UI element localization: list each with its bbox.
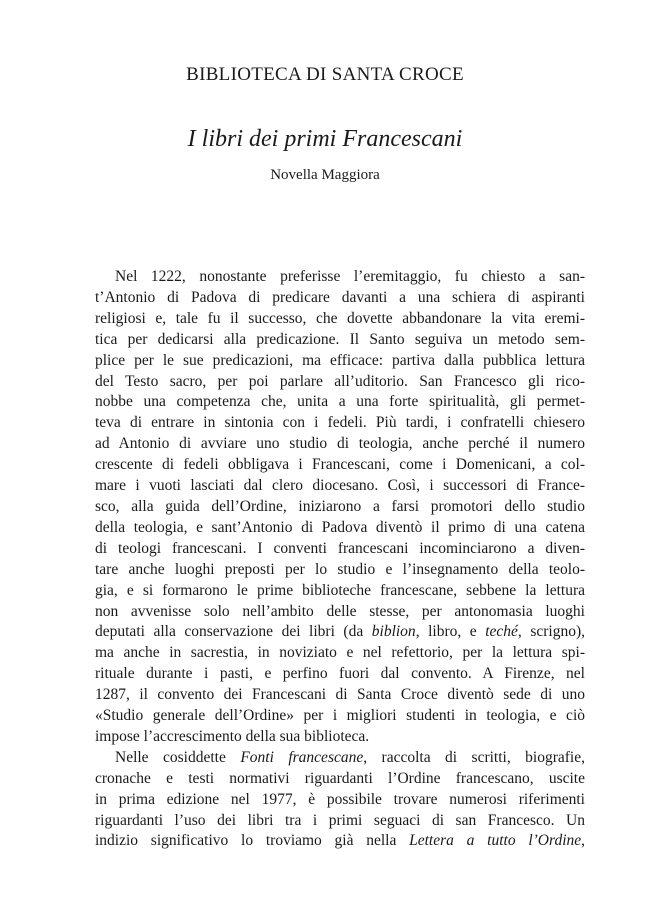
text-segment: Nelle cosiddette [115,748,241,766]
text-line [95,267,585,288]
text-segment: crescente di fedeli obbligava i Francescani, come i Domenicani, a col- [95,456,585,474]
text-line [95,351,585,372]
text-segment: ma anche in sacrestia, in noviziato e nel refettorio, per la lettura spi- [95,644,585,662]
text-line [95,434,585,455]
text-line [95,330,585,351]
text-line [95,476,585,497]
text-line [95,748,585,769]
text-line [95,622,585,643]
text-line [95,602,585,623]
text-segment: in prima edizione nel 1977, è possibile trovare numerosi riferimenti [95,790,585,808]
text-line [95,518,585,539]
text-line [95,664,585,685]
text-segment: impose l’accrescimento della sua biblioteca. [95,727,370,745]
text-segment: deputati alla conservazione dei libri (da [95,623,372,641]
text-line [95,288,585,309]
text-line [95,685,585,706]
text-segment: , raccolta di scritti, biografie, [363,748,585,766]
text-segment: religiosi e, tale fu il successo, che dovette abbandonare la vita eremi- [95,309,585,327]
text-line [95,769,585,790]
text-line [95,811,585,832]
text-segment: non avvenisse solo nell’ambito delle stesse, per antonomasia luoghi [95,602,585,620]
article-author: Novella Maggiora [270,167,380,183]
text-line [95,392,585,413]
text-segment: del Testo sacro, per poi parlare all’uditorio. San Francesco gli rico- [95,372,585,390]
text-segment: t’Antonio di Padova di predicare davanti a una schiera di aspiranti [95,288,585,306]
text-segment: riguardanti l’uso dei libri tra i primi seguaci di san Francesco. Un [95,811,585,829]
paragraph [95,267,585,748]
italic-text: biblion [371,623,416,641]
italic-text: Fonti francescane [240,748,364,766]
text-segment: della teologia, e sant’Antonio di Padova diventò il primo di una catena [95,518,585,536]
italic-text: Lettera a tutto l’Ordine [409,832,582,850]
text-segment: di teologi francescani. I conventi francescani incominciarono a diven- [95,539,585,557]
text-segment: , [581,832,586,850]
text-line [95,790,585,811]
text-line [95,643,585,664]
text-segment: , scrigno), [517,623,586,641]
text-line [95,581,585,602]
text-line [95,539,585,560]
text-segment: gia, e si formarono le prime biblioteche francescane, sebbene la lettura [95,581,585,599]
article-body [95,267,585,852]
text-segment: plice per le sue predicazioni, ma efficace: partiva dalla pubblica lettura [95,351,585,369]
text-segment: teva di entrare in sintonia con i fedeli. Più tardi, i confratelli chiesero [95,414,585,432]
article-title: I libri dei primi Francescani [187,126,463,152]
text-segment: ad Antonio di avviare uno studio di teologia, anche perché il numero [95,435,585,453]
text-segment: , libro, e [415,623,486,641]
text-segment: cronache e testi normativi riguardanti l’Ordine francescano, uscite [95,769,585,787]
text-segment: sco, alla guida dell’Ordine, iniziarono a farsi promotori dello studio [95,497,585,515]
text-segment: Nel 1222, nonostante preferisse l’eremitaggio, fu chiesto a san- [115,268,585,285]
text-line [95,831,585,852]
text-segment: nobbe una competenza che, unita a una forte spiritualità, gli permet- [95,393,585,411]
text-segment: 1287, il convento dei Francescani di Santa Croce diventò sede di uno [95,686,585,704]
text-line [95,706,585,727]
text-segment: «Studio generale dell’Ordine» per i migliori studenti in teologia, e ciò [95,707,585,725]
text-segment: tica per dedicarsi alla predicazione. Il Santo seguiva un metodo sem- [95,330,585,348]
text-segment: indizio significativo lo troviamo già nella [95,832,410,850]
text-line [95,372,585,393]
text-line [95,560,585,581]
text-line [95,413,585,434]
running-head: BIBLIOTECA DI SANTA CROCE [186,64,464,85]
text-segment: mare i vuoti lasciati dal clero diocesano. Così, i successori di France- [95,477,585,495]
text-line [95,497,585,518]
text-segment: rituale durante i pasti, e perfino fuori dal convento. A Firenze, nel [95,665,585,683]
text-segment: tare anche luoghi preposti per lo studio e l’insegnamento della teolo- [95,560,585,578]
text-line [95,727,585,748]
paragraph [95,748,585,853]
text-line [95,309,585,330]
text-line [95,455,585,476]
italic-text: teché [485,623,518,641]
